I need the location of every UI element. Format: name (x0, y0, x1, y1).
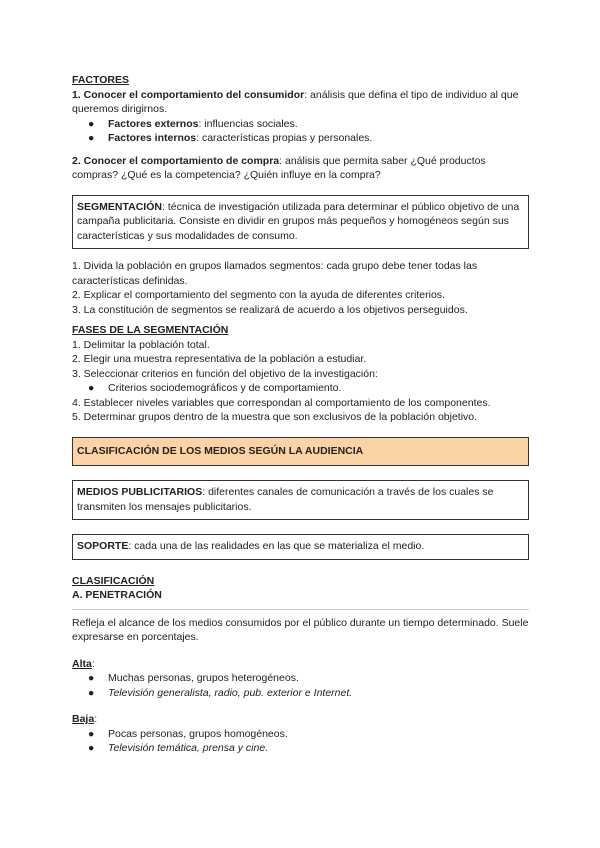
factores-item-2 (72, 154, 529, 183)
medios-publicitarios-box (72, 480, 529, 520)
medios-term: MEDIOS PUBLICITARIOS (77, 486, 203, 498)
penetracion-description: Refleja el alcance de los medios consumidos por el público durante un tiempo determinado. Suele expresarse en porcentajes. (72, 616, 529, 643)
fases-sub-bullets (72, 381, 529, 396)
bullet-text: : influencias sociales. (198, 117, 298, 130)
soporte-text: : cada una de las realidades en las que se materializa el medio. (128, 540, 425, 552)
fases-item: 4. Establecer niveles variables que correspondan al comportamiento de los componentes. (72, 396, 491, 409)
fases-item: 2. Elegir una muestra representativa de la población a estudiar. (72, 353, 367, 365)
list-item (72, 741, 529, 756)
factores-bullets (72, 117, 529, 146)
segmentacion-definition-box (72, 195, 529, 250)
clasificacion-heading: CLASIFICACIÓN (72, 574, 155, 587)
bullet-text-italic: Televisión generalista, radio, pub. exterior e Internet. (108, 686, 353, 699)
bullet-icon: ● (88, 727, 95, 740)
document-page (72, 73, 529, 756)
factores-heading: FACTORES (72, 74, 129, 86)
fases-item: 1. Delimitar la población total. (72, 338, 210, 351)
bullet-text: Criterios sociodemográficos y de comportamiento. (108, 382, 342, 394)
list-item (72, 381, 529, 396)
bullet-icon: ● (88, 742, 95, 754)
baja-label: Baja (72, 713, 95, 725)
alta-label-line (72, 657, 529, 672)
baja-colon: : (94, 713, 98, 725)
bullet-icon: ● (88, 672, 95, 684)
bullet-text: Pocas personas, grupos homogéneos. (108, 727, 288, 740)
soporte-box (72, 534, 529, 560)
list-item (72, 686, 529, 701)
bullet-text-italic: Televisión temática, prensa y cine. (108, 742, 269, 754)
fases-heading: FASES DE LA SEGMENTACIÓN (72, 324, 229, 336)
bullet-text: Muchas personas, grupos heterogéneos. (108, 672, 299, 684)
bullet-icon: ● (88, 117, 95, 130)
step-item: 3. La constitución de segmentos se realizará de acuerdo a los objetivos perseguidos. (72, 303, 468, 316)
factores-item-2-text: : análisis que permita saber ¿Qué productos compras? ¿Qué es la competencia? ¿Quién influye en la compra? (72, 154, 486, 181)
penetracion-subheading: A. PENETRACIÓN (72, 589, 162, 601)
bullet-icon: ● (88, 382, 95, 394)
horizontal-divider (72, 609, 529, 610)
bullet-icon: ● (88, 686, 95, 699)
step-item: 1. Divida la población en grupos llamados segmentos: cada grupo debe tener todas las características definidas. (72, 260, 478, 287)
factores-item-1-text: : análisis que defina el tipo de individuo al que queremos dirigirnos. (72, 88, 519, 115)
fases-item: 5. Determinar grupos dentro de la muestra que son exclusivos de la población objetivo. (72, 411, 478, 423)
alta-bullets (72, 671, 529, 700)
list-item (72, 671, 529, 686)
step-item: 2. Explicar el comportamiento del segmento con la ayuda de diferentes criterios. (72, 289, 445, 301)
bullet-term: Factores internos (108, 132, 197, 144)
alta-label: Alta (72, 657, 92, 670)
fases-item: 3. Seleccionar criterios en función del objetivo de la investigación: (72, 367, 378, 380)
alta-colon: : (91, 657, 95, 670)
clasificacion-medios-box: CLASIFICACIÓN DE LOS MEDIOS SEGÚN LA AUDIENCIA (72, 437, 529, 467)
bullet-icon: ● (88, 132, 95, 144)
medios-text: : diferentes canales de comunicación a través de los cuales se transmiten los mensajes publicitarios. (77, 486, 494, 513)
bullet-text: : características propias y personales. (196, 132, 373, 144)
factores-item-1 (72, 88, 529, 117)
list-item (72, 727, 529, 742)
baja-bullets (72, 727, 529, 756)
factores-item-2-title: 2. Conocer el comportamiento de compra (72, 154, 280, 167)
factores-item-1-title: 1. Conocer el comportamiento del consumidor (72, 88, 305, 101)
soporte-term: SOPORTE (77, 540, 129, 552)
segmentacion-text: : técnica de investigación utilizada para determinar el público objetivo de una campaña publicitaria. Consiste en dividir en grupos más pequeños y homogéneos según sus características y sus modalidades de consumo. (77, 200, 520, 242)
bullet-term: Factores externos (108, 117, 199, 130)
list-item (72, 131, 529, 146)
baja-label-line (72, 712, 529, 727)
segmentacion-term: SEGMENTACIÓN (77, 200, 162, 213)
list-item (72, 117, 529, 132)
